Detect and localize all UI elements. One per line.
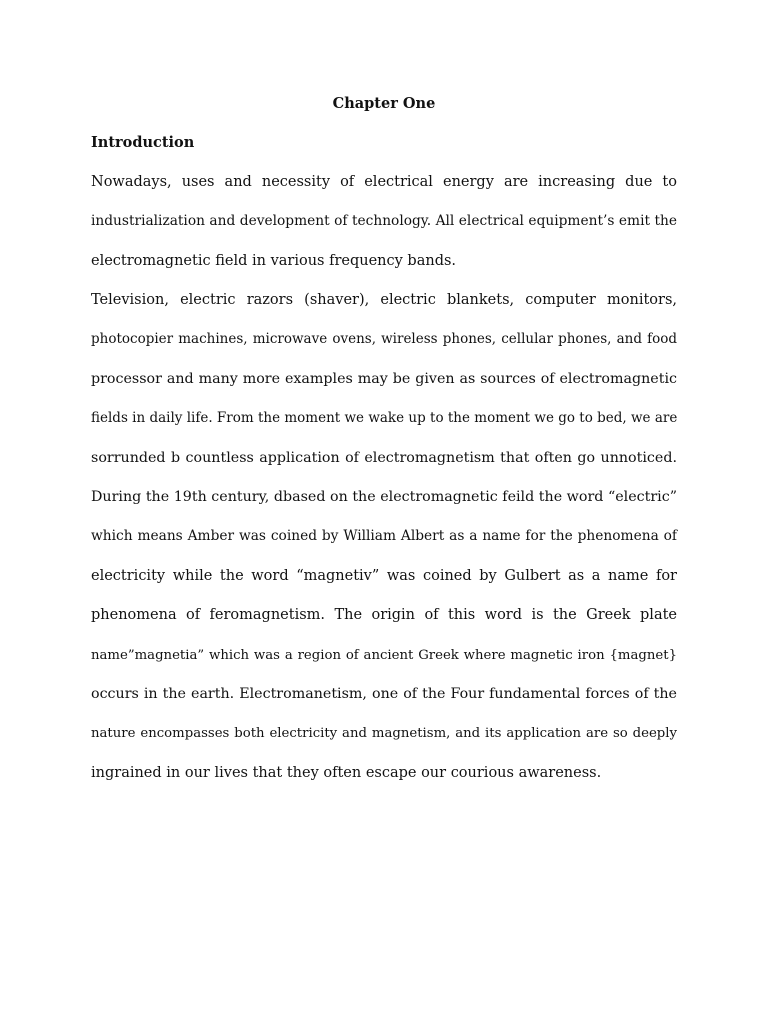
paragraph-line: photocopier machines, microwave ovens, wireless phones, cellular phones, and food: [91, 331, 677, 348]
paragraph-line: processor and many more examples may be given as sources of electromagnetic: [91, 370, 677, 387]
chapter-title: Chapter One: [332, 95, 436, 112]
paragraph-line: which means Amber was coined by William Albert as a name for the phenomena of: [91, 528, 677, 545]
paragraph-line: electricity while the word “magnetiv” was coined by Gulbert as a name for: [91, 567, 677, 584]
paragraph-line: sorrunded b countless application of electromagnetism that often go unnoticed.: [91, 449, 677, 466]
paragraph-line: Television, electric razors (shaver), electric blankets, computer monitors,: [91, 292, 677, 308]
paragraph-line: phenomena of feromagnetism. The origin of this word is the Greek plate: [91, 607, 677, 624]
paragraph-line: nature encompasses both electricity and magnetism, and its application are so deeply: [91, 726, 677, 742]
section-heading: Introduction: [91, 134, 195, 151]
paragraph-line: name”magnetia” which was a region of ancient Greek where magnetic iron {magnet}: [91, 647, 677, 663]
paragraph-line: During the 19th century, dbased on the electromagnetic feild the word “electric”: [91, 488, 677, 505]
paragraph: [91, 163, 677, 281]
paragraph-line: Nowadays, uses and necessity of electrical energy are increasing due to: [91, 174, 677, 190]
paragraph: [91, 281, 677, 793]
paragraph-line: ingrained in our lives that they often escape our courious awareness.: [91, 764, 602, 781]
paragraph-line: industrialization and development of technology. All electrical equipment’s emit the: [91, 213, 677, 230]
paragraph-line: electromagnetic field in various frequency bands.: [91, 252, 457, 269]
paragraph-line: occurs in the earth. Electromanetism, one of the Four fundamental forces of the: [91, 685, 677, 702]
paragraph-line: fields in daily life. From the moment we wake up to the moment we go to bed, we are: [91, 410, 678, 427]
